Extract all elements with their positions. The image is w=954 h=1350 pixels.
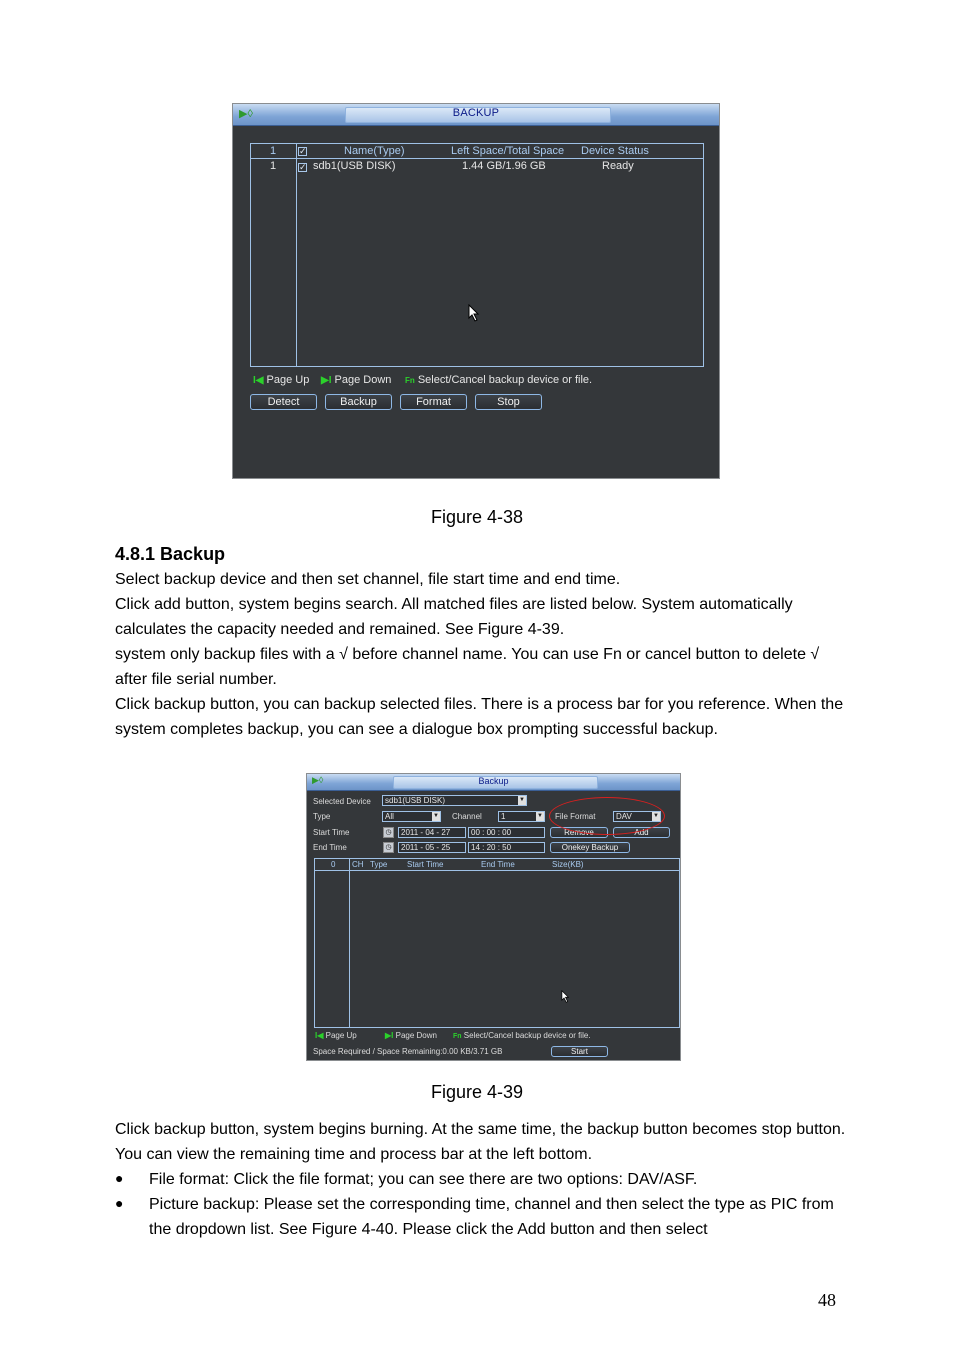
fn-key-icon: Fn [453, 1033, 462, 1040]
chevron-down-icon: ▼ [537, 813, 543, 819]
header-ch: CH [352, 860, 364, 869]
bullet-2: Picture backup: Please set the corresponding time, channel and then select the type as PIC from the dropdown list. See Figure 4-40. Please click the Add button and then select [149, 1196, 834, 1238]
remove-button[interactable]: Remove [550, 827, 608, 838]
type-label: Type [313, 812, 331, 821]
file-list[interactable] [314, 858, 680, 1028]
window-icons: ▶◊ [239, 108, 253, 120]
header-divider [251, 158, 703, 159]
backup-button[interactable]: Backup [325, 394, 392, 410]
bullet-dot-icon: ● [115, 1170, 124, 1186]
start-date-field[interactable]: 2011 - 04 - 27 [398, 827, 466, 838]
fn-hint [405, 374, 592, 386]
selected-device-value: sdb1(USB DISK) [385, 796, 446, 805]
end-clock-field[interactable]: 14 : 20 : 50 [468, 842, 545, 853]
fn-hint-label: Select/Cancel backup device or file. [463, 1031, 591, 1040]
mouse-cursor-icon [561, 990, 570, 1003]
channel-select[interactable] [498, 811, 545, 822]
chevron-down-icon: ▼ [519, 797, 525, 803]
chevron-down-icon: ▼ [653, 813, 659, 819]
row-name: sdb1(USB DISK) [313, 160, 396, 172]
backup-window [232, 103, 720, 479]
page-down-icon: ▶I [321, 375, 332, 386]
start-button[interactable]: Start [551, 1046, 608, 1057]
calendar-icon[interactable]: ◷ [383, 827, 394, 838]
header-size: Size(KB) [552, 860, 584, 869]
page-down-hint[interactable] [385, 1031, 437, 1040]
end-date-field[interactable]: 2011 - 05 - 25 [398, 842, 466, 853]
fn-hint [453, 1031, 591, 1040]
paragraph-2: Click add button, system begins search. All matched files are listed below. System automatically calculates the capacity needed and remained. See Figure 4-39. [115, 596, 793, 638]
figure-caption-4-38: Figure 4-38 [430, 507, 524, 527]
detect-button[interactable]: Detect [250, 394, 317, 410]
file-format-value: DAV [616, 812, 632, 821]
type-value: All [385, 812, 394, 821]
page-up-hint[interactable] [253, 374, 309, 386]
chevron-down-icon: ▼ [433, 813, 439, 819]
window-title: Backup [478, 776, 509, 786]
file-format-label: File Format [555, 812, 596, 821]
page-up-icon: I◀ [253, 375, 264, 386]
header-space: Left Space/Total Space [451, 145, 565, 157]
header-checkbox[interactable]: ✓ [299, 146, 307, 156]
page-down-label: Page Down [334, 374, 392, 386]
end-time-label: End Time [313, 843, 347, 852]
space-readout: Space Required / Space Remaining:0.00 KB/3.71 GB [313, 1047, 503, 1056]
selected-device-select[interactable] [382, 795, 527, 806]
title-bar [307, 774, 680, 791]
page-up-hint[interactable] [315, 1031, 357, 1040]
page-down-hint[interactable] [321, 374, 391, 386]
paragraph-3: system only backup files with a √ before channel name. You can use Fn or cancel button to delete √ after file serial number. [115, 646, 820, 688]
backup-search-window [306, 773, 681, 1061]
page-number: 48 [818, 1290, 836, 1310]
page-up-label: Page Up [266, 374, 310, 386]
channel-value: 1 [501, 812, 506, 821]
row-checkbox[interactable]: ✓ [299, 162, 307, 172]
stop-button[interactable]: Stop [475, 394, 542, 410]
header-name: Name(Type) [344, 145, 405, 157]
title-bar [233, 104, 719, 126]
header-index: 0 [331, 860, 336, 869]
channel-label: Channel [452, 812, 482, 821]
page-down-label: Page Down [395, 1031, 437, 1040]
start-time-label: Start Time [313, 828, 350, 837]
page-up-label: Page Up [325, 1031, 357, 1040]
mouse-cursor-icon [468, 304, 480, 322]
page-up-icon: I◀ [315, 1031, 324, 1040]
paragraph-1: Select backup device and then set channel, file start time and end time. [115, 571, 621, 588]
selected-device-label: Selected Device [313, 797, 371, 806]
window-icons: ▶◊ [312, 775, 324, 785]
bullet-dot-icon: ● [115, 1195, 124, 1211]
header-divider [315, 870, 679, 871]
row-space: 1.44 GB/1.96 GB [462, 160, 546, 172]
device-list[interactable] [250, 143, 704, 367]
header-index: 1 [270, 145, 277, 157]
fn-hint-label: Select/Cancel backup device or file. [417, 374, 593, 386]
calendar-icon[interactable]: ◷ [383, 842, 394, 853]
start-clock-field[interactable]: 00 : 00 : 00 [468, 827, 545, 838]
header-type: Type [370, 860, 388, 869]
figure-caption-4-39: Figure 4-39 [430, 1082, 524, 1102]
onekey-backup-button[interactable]: Onekey Backup [550, 842, 630, 853]
paragraph-5: Click backup button, system begins burning. At the same time, the backup button becomes stop button. You can view the remaining time and process bar at the left bottom. [115, 1121, 846, 1163]
column-divider [349, 859, 350, 1027]
header-end-time: End Time [481, 860, 515, 869]
row-index: 1 [270, 160, 277, 172]
paragraph-4: Click backup button, you can backup selected files. There is a process bar for you reference. When the system completes backup, you can see a dialogue box prompting successful backup. [115, 696, 844, 738]
format-button[interactable]: Format [400, 394, 467, 410]
row-status: Ready [602, 160, 634, 172]
header-status: Device Status [581, 145, 649, 157]
header-start-time: Start Time [407, 860, 444, 869]
fn-key-icon: Fn [405, 376, 415, 385]
section-heading: 4.8.1 Backup [115, 544, 226, 564]
page-down-icon: ▶I [385, 1031, 394, 1040]
type-select[interactable] [382, 811, 441, 822]
highlight-oval [549, 797, 665, 835]
column-divider [296, 144, 297, 366]
bullet-1: File format: Click the file format; you can see there are two options: DAV/ASF. [149, 1171, 698, 1188]
add-button[interactable]: Add [613, 827, 670, 838]
window-title: BACKUP [452, 107, 500, 119]
